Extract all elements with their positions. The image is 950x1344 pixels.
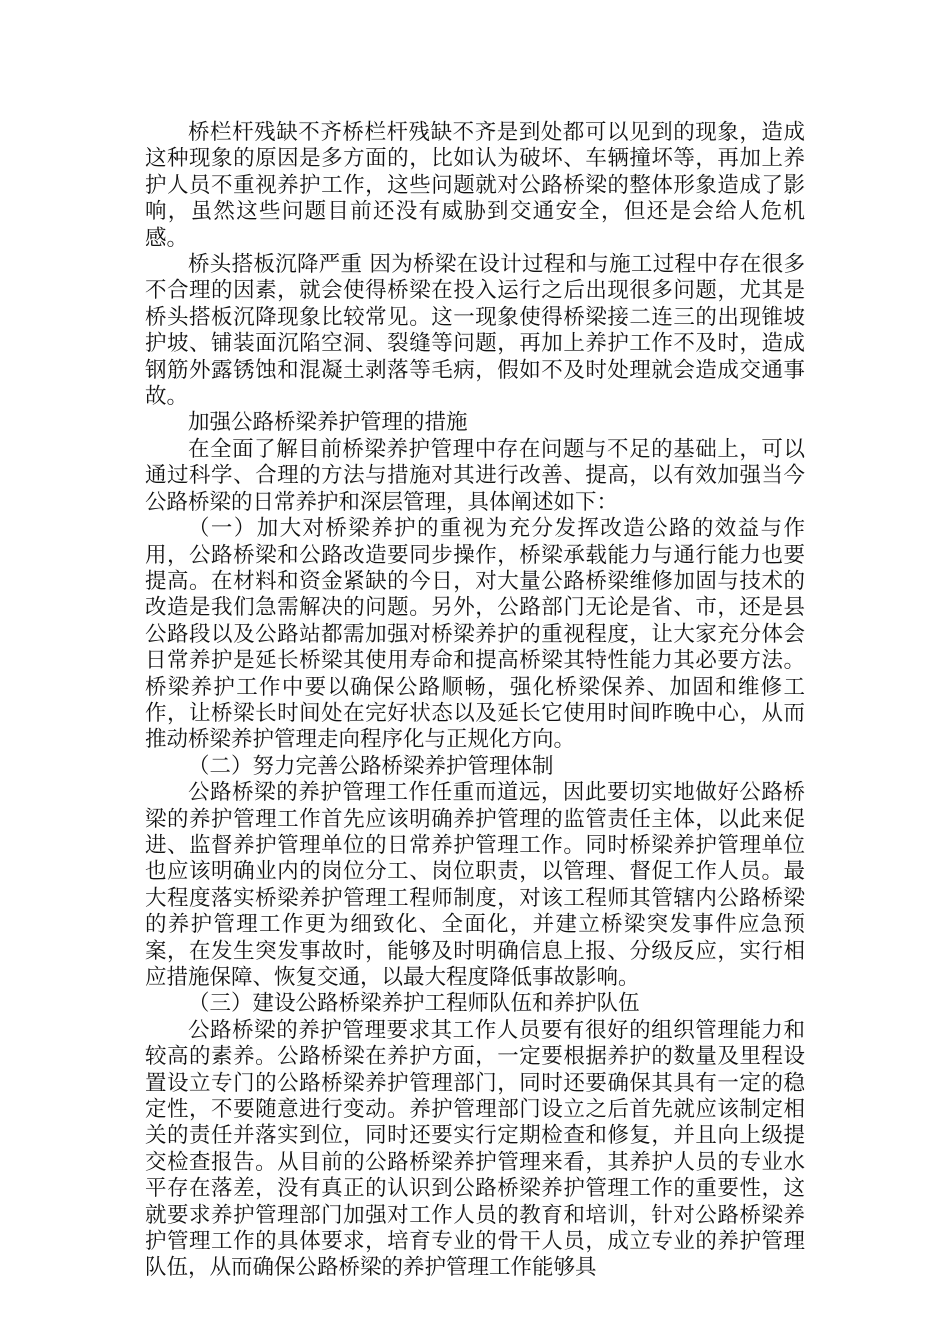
subheading-measure-2: （二）努力完善公路桥梁养护管理体制 <box>188 753 554 779</box>
paragraph-abutment-settlement: 桥头搭板沉降严重 因为桥梁在设计过程和与施工过程中存在很多不合理的因素，就会使得桥梁在投入运行之后出现很多问题，尤其是桥头搭板沉降现象比较常见。这一现象使得桥梁接二连三的出现锥坡护坡、铺装面沉陷空洞、裂缝等问题，再加上养护工作不及时，造成 钢筋外露锈蚀和混凝土剥落等毛病，假如不及时处理就会造成交通事故。 <box>145 252 805 410</box>
paragraph-measure-3: 公路桥梁的养护管理要求其工作人员要有很好的组织管理能力和较高的素养。公路桥梁在养护方面，一定要根据养护的数量及里程设置设立专门的公路桥梁养护管理部门，同时还要确保其具有一定的稳定性，不要随意进行变动。养护管理部门设立之后首先就应该制定相关的责任并落实到位，同时还要实行定期检查和修复，并且向上级提交检查报告。从目前的公路桥梁养护管理来看，其养护人员的专业水平存在落差，没有真正的认识到公路桥梁养护管理工作的重要性，这就要求养护管理部门加强对工作人员的教育和培训，针对公路桥梁养护管理工作的具体要求，培育专业的骨干人员，成立专业的养护管理队伍，从而确保公路桥梁的养护管理工作能够具 <box>145 1017 805 1281</box>
section-heading-measures: 加强公路桥梁养护管理的措施 <box>188 410 468 436</box>
paragraph-railing-damage: 桥栏杆残缺不齐桥栏杆残缺不齐是到处都可以见到的现象，造成这种现象的原因是多方面的，比如认为破坏、车辆撞坏等，再加上养护人员不重视养护工作，这些问题就对公路桥梁的整体形象造成了影响，虽然这些问题目前还没有威胁到交通安全，但还是会给人危机感。 <box>145 120 805 251</box>
paragraph-measures-intro: 在全面了解目前桥梁养护管理中存在问题与不足的基础上，可以通过科学、合理的方法与措施对其进行改善、提高，以有效加强当今公路桥梁的日常养护和深层管理，具体阐述如下： <box>145 436 805 515</box>
subheading-measure-3: （三）建设公路桥梁养护工程师队伍和养护队伍 <box>188 991 640 1017</box>
paragraph-measure-2: 公路桥梁的养护管理工作任重而道远，因此要切实地做好公路桥梁的养护管理工作首先应该明确养护管理的监管责任主体，以此来促进、监督养护管理单位的日常养护管理工作。同时桥梁养护管理单位也应该明确业内的岗位分工、岗位职责，以管理、督促工作人员。最大程度落实桥梁养护管理工程师制度，对该工程师其管辖内公路桥梁的养护管理工作更为细致化、全面化，并建立桥梁突发事件应急预案，在发生突发事故时，能够及时明确信息上报、分级反应，实行相应措施保障、恢复交通，以最大程度降低事故影响。 <box>145 780 805 990</box>
document-body <box>145 120 805 1282</box>
paragraph-measure-1: （一）加大对桥梁养护的重视为充分发挥改造公路的效益与作用，公路桥梁和公路改造要同步操作，桥梁承载能力与通行能力也要提高。在材料和资金紧缺的今日，对大量公路桥梁维修加固与技术的改造是我们急需解决的问题。另外，公路部门无论是省、市，还是县公路段以及公路站都需加强对桥梁养护的重视程度，让大家充分体会日常养护是延长桥梁其使用寿命和提高桥梁其特性能力其必要方法。桥梁养护工作中要以确保公路顺畅，强化桥梁保养、加固和维修工作，让桥梁长时间处在完好状态以及延长它使用时间昨晚中心，从而推动桥梁养护管理走向程序化与正规化方向。 <box>145 516 805 753</box>
